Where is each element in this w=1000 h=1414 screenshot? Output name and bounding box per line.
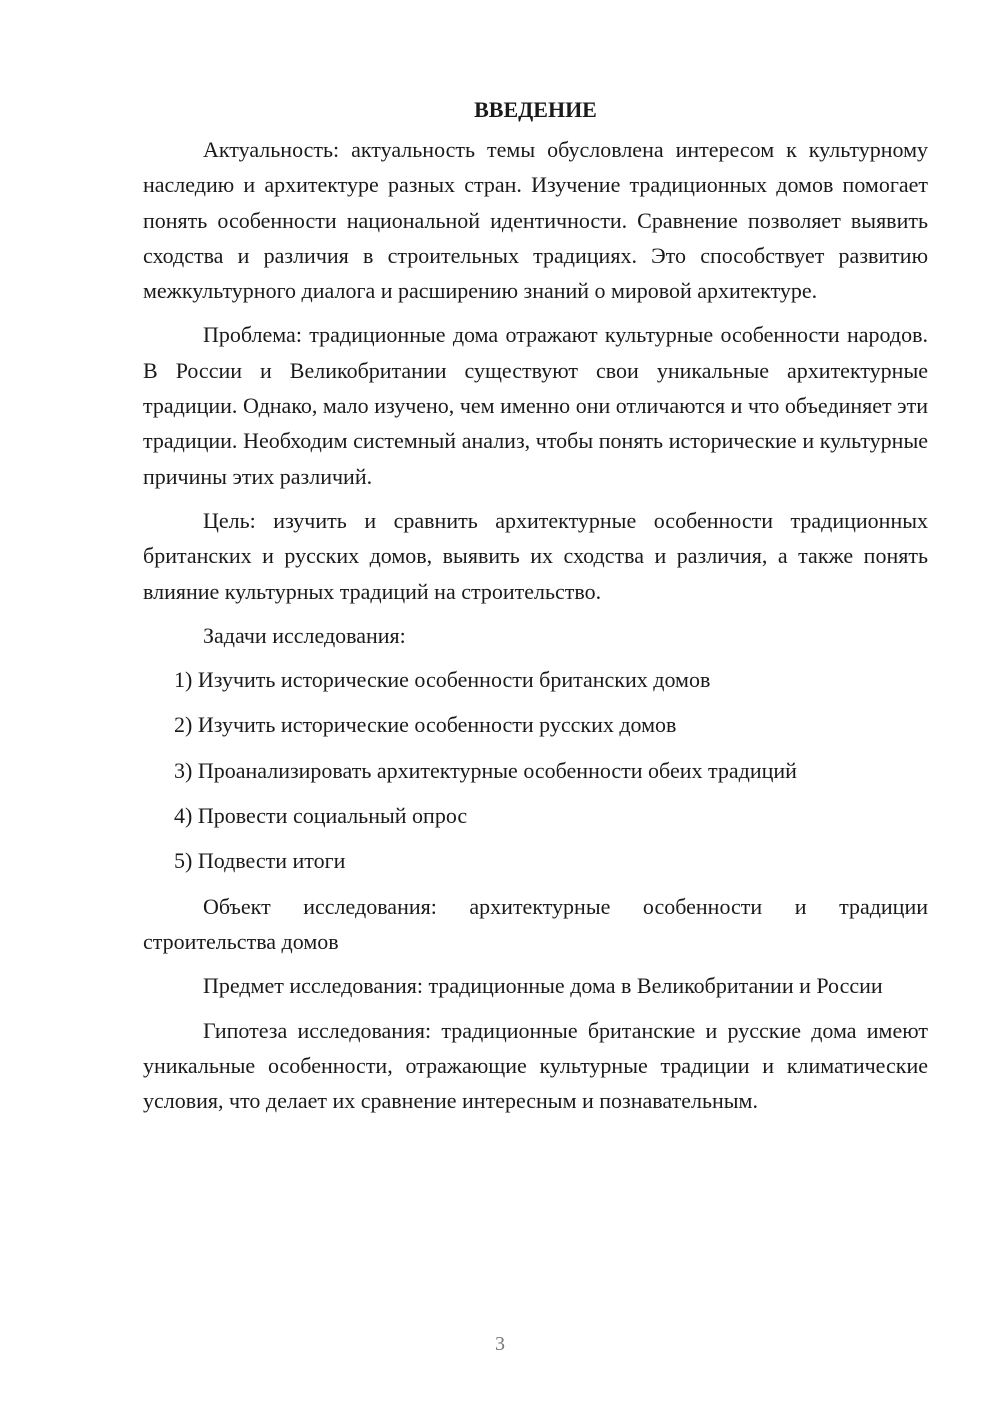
task-list bbox=[143, 662, 928, 878]
paragraph-relevance: Актуальность: актуальность темы обусловлена интересом к культурному наследию и архитектуре разных стран. Изучение традиционных домов помогает понять особенности национальной идентичности. Сравнение позволяет выявить сходства и различия в строительных традициях. Это способствует развитию межкультурного диалога и расширению знаний о мировой архитектуре. bbox=[143, 137, 928, 304]
list-item: 2) Изучить исторические особенности русских домов bbox=[174, 712, 677, 738]
paragraph-object: Объект исследования: архитектурные особенности и традиции строительства домов bbox=[143, 893, 928, 954]
paragraph-problem: Проблема: традиционные дома отражают культурные особенности народов. В России и Великобритании существуют свои уникальные архитектурные традиции. Однако, мало изучено, чем именно они отличаются и что объединяет эти традиции. Необходим системный анализ, чтобы понять исторические и культурные причины этих различий. bbox=[143, 322, 928, 489]
page-number: 3 bbox=[495, 1333, 505, 1355]
paragraph-hypothesis: Гипотеза исследования: традиционные британские и русские дома имеют уникальные особенности, отражающие культурные традиции и климатические условия, что делает их сравнение интересным и познавательным. bbox=[143, 1017, 928, 1114]
page-title: ВВЕДЕНИЕ bbox=[474, 97, 597, 122]
paragraph-subject: Предмет исследования: традиционные дома в Великобритании и России bbox=[203, 973, 883, 999]
list-item: 5) Подвести итоги bbox=[174, 848, 346, 874]
list-item: 3) Проанализировать архитектурные особенности обеих традиций bbox=[174, 757, 797, 783]
list-item: 1) Изучить исторические особенности британских домов bbox=[174, 667, 711, 693]
list-item: 4) Провести социальный опрос bbox=[174, 803, 468, 829]
tasks-heading: Задачи исследования: bbox=[203, 622, 406, 648]
document-page bbox=[143, 92, 928, 1127]
paragraph-goal: Цель: изучить и сравнить архитектурные особенности традиционных британских и русских домов, выявить их сходства и различия, а также понять влияние культурных традиций на строительство. bbox=[143, 507, 928, 604]
